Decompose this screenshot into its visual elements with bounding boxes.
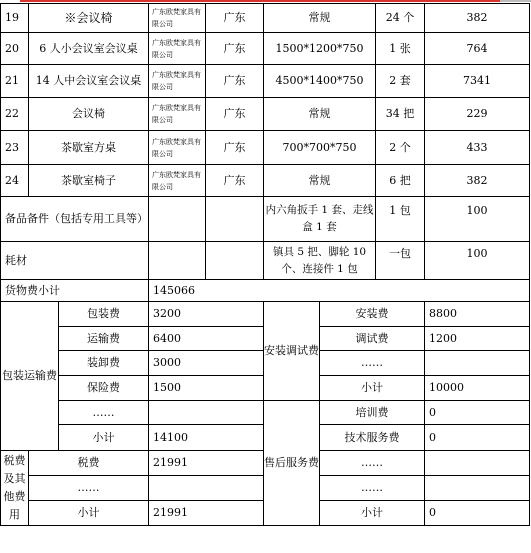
packaging-subtotal-label: 小计	[59, 425, 149, 451]
fee-row	[1, 302, 530, 327]
consumables-label: 耗材	[1, 242, 149, 280]
item-name: 茶歇室方桌	[29, 131, 149, 165]
item-origin: 广东	[206, 65, 264, 98]
packaging-fee-label: 保险费	[59, 376, 149, 401]
item-qty: 2 套	[376, 65, 425, 98]
install-subtotal-label: 小计	[320, 376, 425, 401]
item-name: ※会议椅	[29, 4, 149, 33]
packaging-fee-value: 3000	[149, 351, 264, 376]
install-fee-label: ……	[320, 351, 425, 376]
item-price: 764	[425, 33, 530, 65]
top-rule-grey	[500, 0, 531, 2]
item-number: 24	[1, 165, 29, 197]
packaging-subtotal-value: 14100	[149, 425, 264, 451]
top-rule-red	[20, 0, 500, 2]
item-qty: 1 张	[376, 33, 425, 65]
packaging-group-label: 包装运输费	[1, 302, 59, 451]
table-row	[1, 131, 530, 165]
spares-blank	[149, 197, 206, 242]
item-price: 382	[425, 4, 530, 33]
item-number: 22	[1, 98, 29, 131]
item-spec: 常规	[264, 4, 376, 33]
item-origin: 广东	[206, 33, 264, 65]
consumables-price: 100	[425, 242, 530, 280]
consumables-row	[1, 242, 530, 280]
after-sales-fee-value: 0	[425, 425, 530, 451]
tax-subtotal-value: 21991	[149, 501, 264, 526]
item-qty: 2 个	[376, 131, 425, 165]
item-number: 20	[1, 33, 29, 65]
install-subtotal-value: 10000	[425, 376, 530, 401]
spares-row	[1, 197, 530, 242]
after-sales-fee-value	[425, 451, 530, 476]
install-fee-value	[425, 351, 530, 376]
packaging-fee-value: 1500	[149, 376, 264, 401]
item-spec: 常规	[264, 98, 376, 131]
item-supplier: 广东欧梵家具有限公司	[149, 98, 206, 131]
item-price: 7341	[425, 65, 530, 98]
item-origin: 广东	[206, 98, 264, 131]
packaging-fee-label: ……	[59, 401, 149, 425]
spares-label: 备品备件（包括专用工具等）	[1, 197, 149, 242]
table-row	[1, 4, 530, 33]
table-row	[1, 165, 530, 197]
spares-price: 100	[425, 197, 530, 242]
price-breakdown-table	[0, 3, 530, 526]
consumables-blank	[149, 242, 206, 280]
item-name: 茶歇室椅子	[29, 165, 149, 197]
packaging-fee-value: 3200	[149, 302, 264, 327]
consumables-spec: 镇具 5 把、脚轮 10 个、连接件 1 包	[264, 242, 376, 280]
after-sales-fee-value	[425, 476, 530, 501]
after-sales-fee-label: ……	[320, 451, 425, 476]
table-row	[1, 33, 530, 65]
packaging-fee-label: 装卸费	[59, 351, 149, 376]
after-sales-fee-label: ……	[320, 476, 425, 501]
tax-fee-value	[149, 476, 264, 501]
goods-total-value: 145066	[149, 280, 530, 302]
tax-subtotal-label: 小计	[29, 501, 149, 526]
table-row	[1, 65, 530, 98]
packaging-fee-label: 运输费	[59, 327, 149, 351]
after-sales-fee-value: 0	[425, 401, 530, 425]
item-spec: 700*700*750	[264, 131, 376, 165]
consumables-blank	[206, 242, 264, 280]
packaging-fee-value: 6400	[149, 327, 264, 351]
item-qty: 24 个	[376, 4, 425, 33]
goods-total-label: 货物费小计	[1, 280, 149, 302]
install-fee-value: 8800	[425, 302, 530, 327]
packaging-fee-value	[149, 401, 264, 425]
tax-fee-value: 21991	[149, 451, 264, 476]
install-fee-label: 调试费	[320, 327, 425, 351]
table-row	[1, 98, 530, 131]
item-supplier: 广东欧梵家具有限公司	[149, 131, 206, 165]
item-number: 21	[1, 65, 29, 98]
after-sales-subtotal-value: 0	[425, 501, 530, 526]
install-fee-label: 安装费	[320, 302, 425, 327]
consumables-qty: 一包	[376, 242, 425, 280]
item-name: 6 人小会议室会议桌	[29, 33, 149, 65]
item-price: 433	[425, 131, 530, 165]
item-name: 14 人中会议室会议桌	[29, 65, 149, 98]
fee-row	[1, 401, 530, 425]
after-sales-group-label: 售后服务费	[264, 401, 320, 526]
install-fee-value: 1200	[425, 327, 530, 351]
spares-spec: 内六角扳手 1 套、走线盒 1 套	[264, 197, 376, 242]
item-qty: 34 把	[376, 98, 425, 131]
tax-fee-label: ……	[29, 476, 149, 501]
item-price: 382	[425, 165, 530, 197]
item-supplier: 广东欧梵家具有限公司	[149, 33, 206, 65]
item-supplier: 广东欧梵家具有限公司	[149, 165, 206, 197]
install-group-label: 安装调试费	[264, 302, 320, 401]
spares-blank	[206, 197, 264, 242]
item-origin: 广东	[206, 131, 264, 165]
item-name: 会议椅	[29, 98, 149, 131]
spares-qty: 1 包	[376, 197, 425, 242]
item-qty: 6 把	[376, 165, 425, 197]
item-number: 23	[1, 131, 29, 165]
item-spec: 常规	[264, 165, 376, 197]
packaging-fee-label: 包装费	[59, 302, 149, 327]
item-number: 19	[1, 4, 29, 33]
after-sales-subtotal-label: 小计	[320, 501, 425, 526]
item-origin: 广东	[206, 165, 264, 197]
goods-total-row	[1, 280, 530, 302]
item-price: 229	[425, 98, 530, 131]
item-origin: 广东	[206, 4, 264, 33]
item-spec: 1500*1200*750	[264, 33, 376, 65]
after-sales-fee-label: 技术服务费	[320, 425, 425, 451]
tax-group-label: 税费及其他费用	[1, 451, 29, 526]
item-spec: 4500*1400*750	[264, 65, 376, 98]
item-supplier: 广东欧梵家具有限公司	[149, 4, 206, 33]
item-supplier: 广东欧梵家具有限公司	[149, 65, 206, 98]
tax-fee-label: 税费	[29, 451, 149, 476]
after-sales-fee-label: 培训费	[320, 401, 425, 425]
